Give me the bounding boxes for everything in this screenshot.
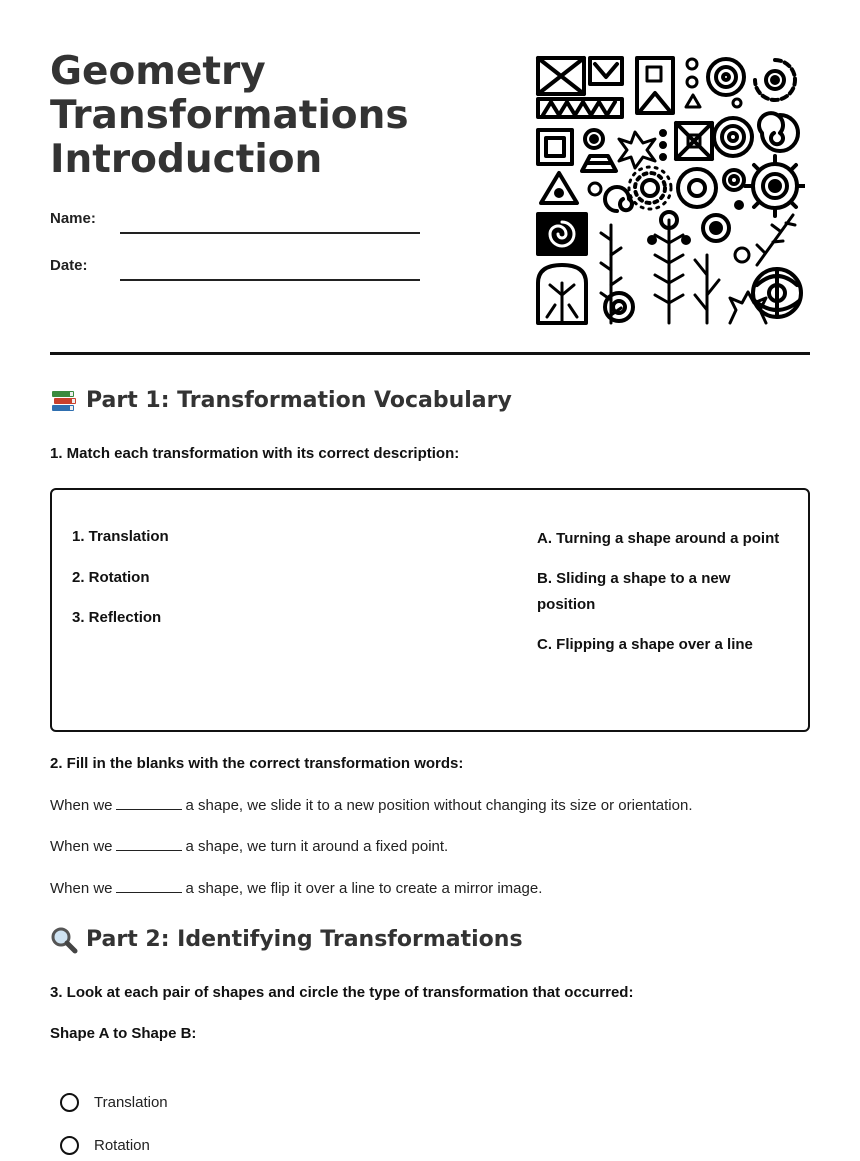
page-title (50, 50, 470, 182)
title-line-2: Transformations (50, 93, 409, 138)
fill-blank-sentence-3 (50, 880, 542, 897)
option-label: Rotation (94, 1137, 150, 1154)
term-rotation[interactable]: 2. Rotation (72, 568, 150, 586)
definition-a[interactable]: A. Turning a shape around a point (537, 530, 780, 547)
shape-pair-label: Shape A to Shape B: (50, 1025, 197, 1042)
definition-c[interactable]: C. Flipping a shape over a line (537, 636, 753, 653)
option-rotation[interactable] (60, 1136, 150, 1155)
title-line-3: Introduction (50, 137, 323, 182)
term-translation[interactable]: 1. Translation (72, 528, 169, 545)
magnifier-icon (50, 926, 78, 954)
option-translation[interactable] (60, 1093, 168, 1112)
question-3: 3. Look at each pair of shapes and circle the type of transformation that occurred: (50, 984, 634, 1001)
question-1: 1. Match each transformation with its correct description: (50, 445, 460, 462)
part2-heading (50, 926, 523, 954)
matching-box (50, 488, 810, 732)
sentence-end: a shape, we flip it over a line to create a mirror image. (185, 880, 543, 897)
blank-input-3[interactable] (116, 882, 182, 893)
name-label: Name: (50, 210, 96, 227)
sentence-start: When we (50, 880, 113, 897)
sentence-end: a shape, we slide it to a new position without changing its size or orientation. (185, 797, 693, 814)
title-line-1: Geometry (50, 49, 266, 94)
blank-input-1[interactable] (116, 799, 182, 810)
name-line[interactable] (120, 232, 420, 234)
sentence-start: When we (50, 838, 113, 855)
definition-b[interactable]: B. Sliding a shape to a new position (537, 570, 731, 613)
date-line[interactable] (120, 279, 420, 281)
term-reflection[interactable]: 3. Reflection (72, 609, 162, 626)
definitions-list (537, 526, 787, 672)
fill-blank-sentence-1 (50, 797, 693, 814)
blank-input-2[interactable] (116, 840, 182, 851)
fill-blank-sentence-2 (50, 838, 448, 855)
date-field[interactable] (50, 257, 120, 274)
option-label: Translation (94, 1094, 168, 1111)
radio-circle[interactable] (60, 1136, 79, 1155)
question-2: 2. Fill in the blanks with the correct transformation words: (50, 755, 464, 772)
part2-title: Part 2: Identifying Transformations (86, 927, 523, 952)
decorative-pattern-icon (535, 55, 805, 325)
date-label: Date: (50, 257, 88, 274)
name-field[interactable] (50, 210, 120, 227)
terms-list (72, 528, 169, 650)
worksheet (50, 0, 810, 1154)
part1-heading (50, 388, 512, 413)
sentence-end: a shape, we turn it around a fixed point. (185, 838, 449, 855)
sentence-start: When we (50, 797, 113, 814)
worksheet-header (50, 0, 810, 355)
part1-title: Part 1: Transformation Vocabulary (86, 388, 512, 413)
radio-circle[interactable] (60, 1093, 79, 1112)
books-icon (50, 389, 78, 413)
